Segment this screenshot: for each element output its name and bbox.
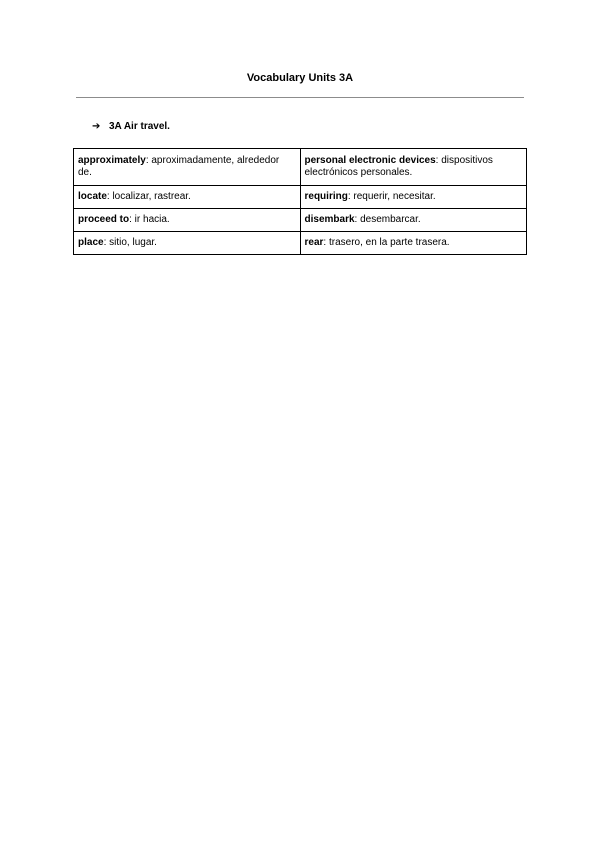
vocab-definition: : desembarcar. <box>354 214 421 225</box>
vocab-definition: : ir hacia. <box>129 214 170 225</box>
vocab-cell <box>300 232 527 255</box>
vocab-term: place <box>78 237 104 248</box>
vocab-term: proceed to <box>78 214 130 225</box>
page-title: Vocabulary Units 3A <box>246 72 354 84</box>
vocabulary-table <box>73 148 527 255</box>
vocab-cell <box>74 186 301 209</box>
table-row <box>74 186 527 209</box>
vocab-term: locate <box>78 191 107 202</box>
table-row <box>74 149 527 186</box>
vocab-term: personal electronic devices <box>304 155 436 166</box>
vocab-definition: : localizar, rastrear. <box>106 191 191 202</box>
vocab-definition: : requerir, necesitar. <box>347 191 436 202</box>
title-divider <box>76 97 524 98</box>
vocab-cell <box>300 209 527 232</box>
vocab-definition: : dispositivos electrónicos personales. <box>304 155 493 178</box>
vocab-definition: : trasero, en la parte trasera. <box>323 237 450 248</box>
vocab-term: approximately <box>78 155 146 166</box>
section-heading <box>92 121 170 132</box>
vocab-cell <box>74 232 301 255</box>
arrow-icon: ➔ <box>92 121 101 132</box>
vocab-cell <box>300 186 527 209</box>
vocab-term: rear <box>304 237 324 248</box>
vocab-cell <box>74 209 301 232</box>
vocab-definition: : sitio, lugar. <box>103 237 157 248</box>
vocab-term: disembark <box>304 214 355 225</box>
table-row <box>74 232 527 255</box>
vocab-definition: : aproximadamente, alrededor de. <box>78 155 280 178</box>
vocab-cell <box>300 149 527 186</box>
vocab-cell <box>74 149 301 186</box>
table-row <box>74 209 527 232</box>
section-heading-text: 3A Air travel. <box>109 121 170 132</box>
vocab-term: requiring <box>304 191 348 202</box>
